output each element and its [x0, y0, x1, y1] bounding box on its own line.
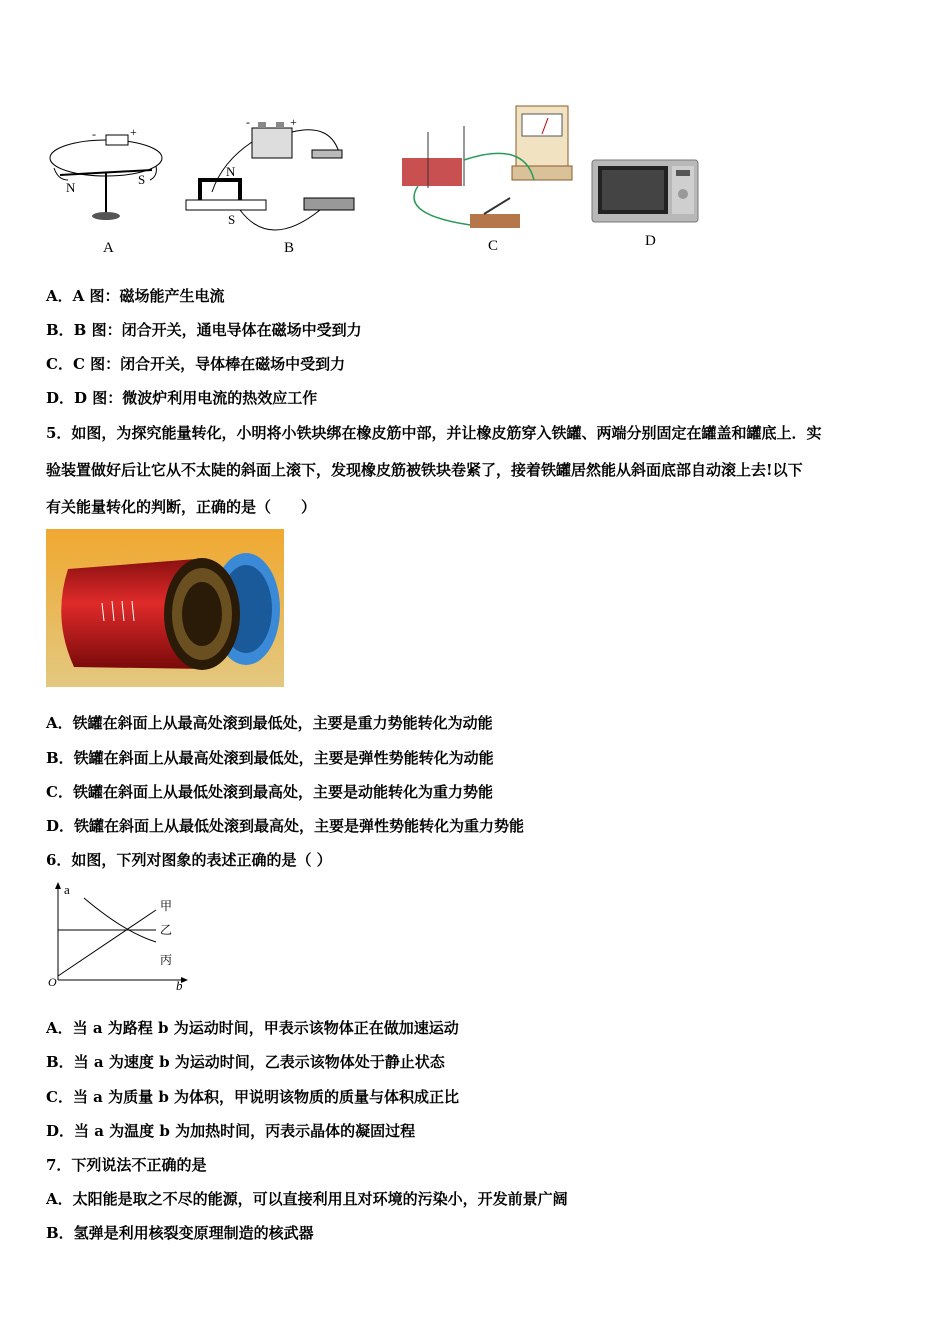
tin-can-image — [46, 529, 284, 687]
graph-y-arrow — [55, 882, 61, 889]
figure-b-n: N — [226, 164, 236, 179]
graph-origin-label: O — [48, 975, 57, 989]
q5-option-c: C．铁罐在斜面上从最低处滚到最高处，主要是动能转化为重力势能 — [46, 783, 493, 801]
figure-b — [180, 112, 370, 242]
q7-option-a: A．太阳能是取之不尽的能源，可以直接利用且对环境的污染小，开发前景广阔 — [46, 1190, 568, 1208]
q4-option-a: A．A 图：磁场能产生电流 — [46, 287, 225, 305]
q6-option-d: D．当 a 为温度 b 为加热时间，丙表示晶体的凝固过程 — [46, 1122, 416, 1140]
curve-jia — [84, 898, 156, 942]
figure-b-s: S — [228, 212, 236, 227]
figure-a-plus: + — [130, 125, 137, 139]
figure-a — [40, 120, 170, 260]
q5-option-b: B．铁罐在斜面上从最高处滚到最低处，主要是弹性势能转化为动能 — [46, 749, 494, 767]
q4-option-b: B．B 图：闭合开关，通电导体在磁场中受到力 — [46, 321, 362, 339]
figure-a-minus: - — [92, 127, 96, 141]
q5-stem-line-1: 5．如图，为探究能量转化，小明将小铁块绑在橡皮筋中部，并让橡皮筋穿入铁罐、两端分别固定在罐盖和罐底上．实 — [46, 424, 822, 442]
graph-y-label: a — [64, 882, 70, 897]
figure-c — [398, 102, 578, 234]
q6-stem: 6．如图，下列对图象的表述正确的是（ ） — [46, 851, 332, 869]
figure-c-diagram — [398, 102, 578, 234]
figure-b-plus: + — [290, 115, 297, 129]
q5-option-a: A．铁罐在斜面上从最高处滚到最低处，主要是重力势能转化为动能 — [46, 714, 493, 732]
q6-graph-svg — [44, 880, 194, 992]
graph-x-label: b — [176, 978, 183, 992]
q6-graph — [44, 880, 194, 992]
q5-option-d: D．铁罐在斜面上从最低处滚到最高处，主要是弹性势能转化为重力势能 — [46, 817, 525, 835]
q7-option-b: B．氢弹是利用核裂变原理制造的核武器 — [46, 1224, 314, 1242]
label-bing: 丙 — [160, 953, 173, 967]
q6-option-c: C．当 a 为质量 b 为体积，甲说明该物质的质量与体积成正比 — [46, 1088, 460, 1106]
q6-option-b: B．当 a 为速度 b 为运动时间，乙表示该物体处于静止状态 — [46, 1053, 445, 1071]
figure-a-label: A — [103, 240, 114, 256]
figure-d-label: D — [645, 233, 656, 249]
figure-b-minus: - — [246, 115, 250, 129]
q4-option-d: D．D 图：微波炉利用电流的热效应工作 — [46, 389, 318, 407]
q5-stem-line-3: 有关能量转化的判断，正确的是（ ） — [46, 498, 317, 516]
figure-b-diagram — [180, 112, 370, 242]
q7-stem: 7．下列说法不正确的是 — [46, 1156, 207, 1174]
q5-stem-line-2: 验装置做好后让它从不太陡的斜面上滚下，发现橡皮筋被铁块卷紧了，接着铁罐居然能从斜面底部自动滚上去!以下 — [46, 461, 803, 479]
figure-b-label: B — [284, 240, 295, 256]
figure-c-label: C — [488, 238, 499, 254]
q6-option-a: A．当 a 为路程 b 为运动时间，甲表示该物体正在做加速运动 — [46, 1019, 459, 1037]
line-bing — [58, 910, 156, 976]
figure-a-n: N — [66, 180, 76, 195]
label-jia: 甲 — [160, 899, 173, 913]
label-yi: 乙 — [160, 923, 173, 937]
microwave-image — [590, 158, 700, 224]
figure-a-diagram — [40, 120, 170, 260]
figure-a-s: S — [138, 172, 146, 187]
q4-option-c: C．C 图：闭合开关，导体棒在磁场中受到力 — [46, 355, 346, 373]
